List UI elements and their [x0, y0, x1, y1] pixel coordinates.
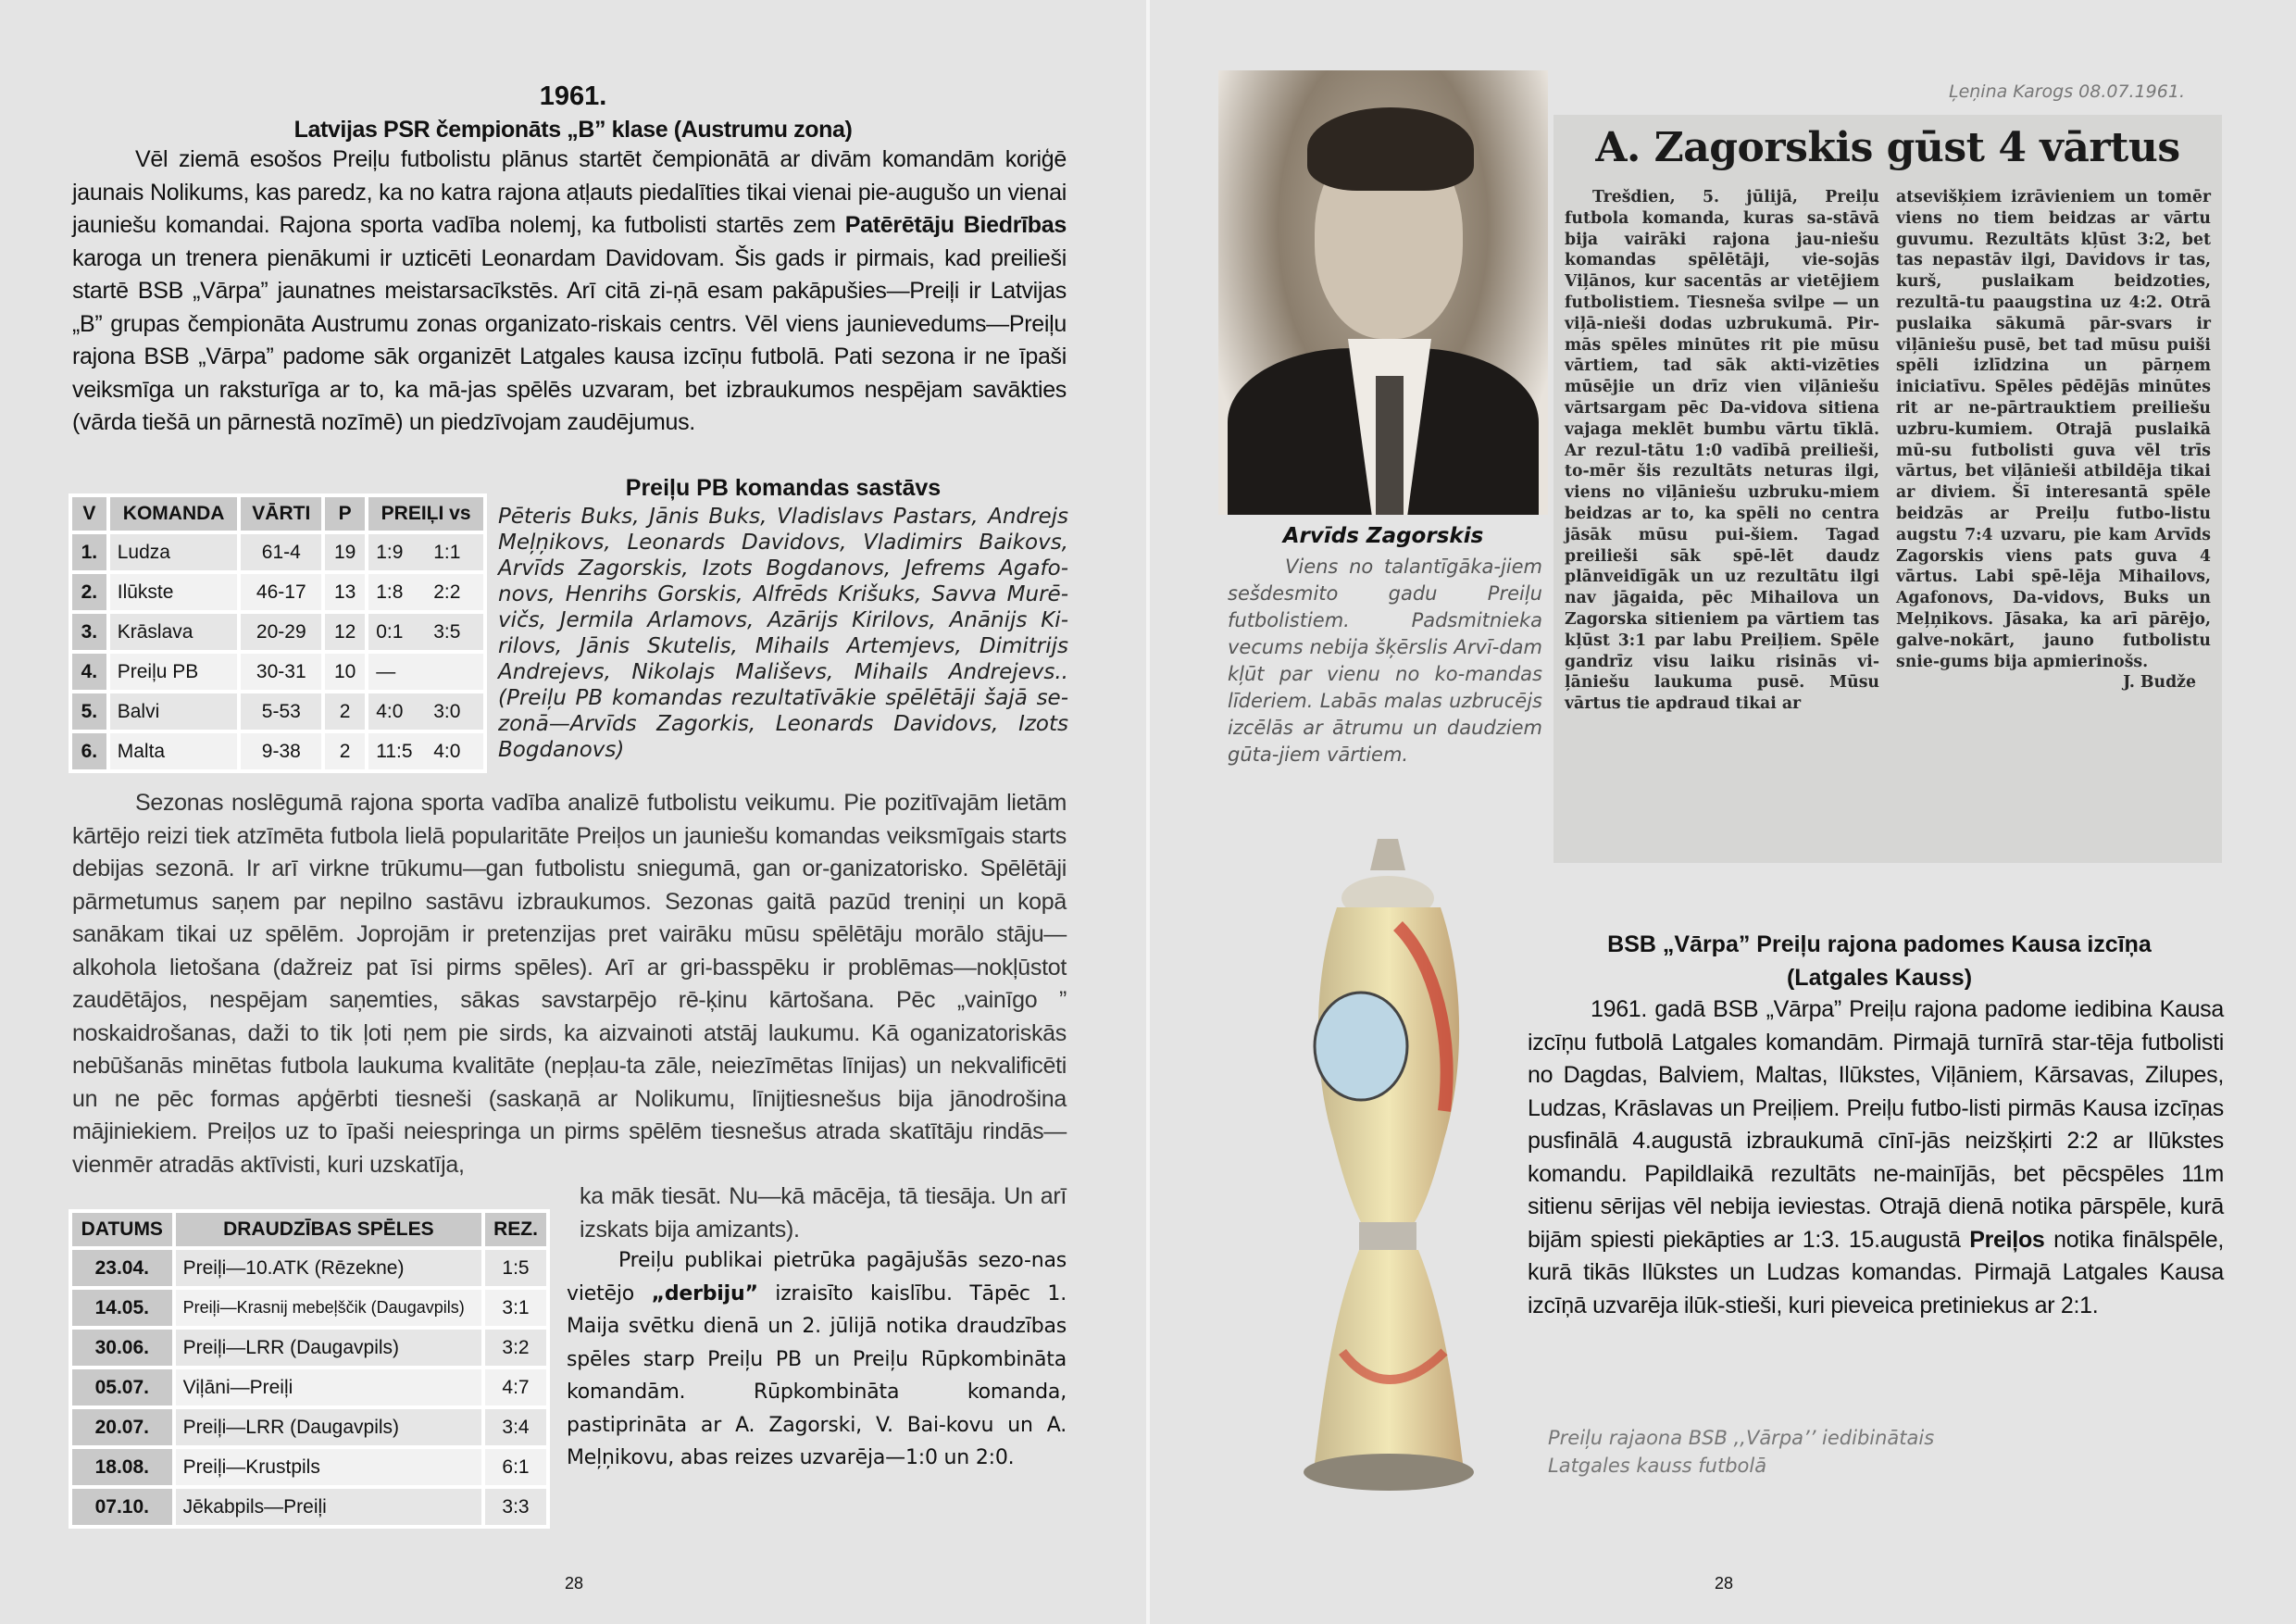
newspaper-column-2	[1896, 187, 2211, 693]
season-paragraph-tail: ka māk tiesāt. Nu—kā mācēja, tā tiesāja. Un arī izskats bija amizants).	[580, 1183, 1067, 1243]
cup-title-line-2: (Latgales Kauss)	[1786, 965, 1973, 991]
photo-caption-title: Arvīds Zagorskis	[1282, 524, 1484, 548]
points-cell: 12	[325, 614, 365, 650]
vs-cell	[368, 574, 483, 610]
standings-row	[72, 574, 483, 610]
roster-text: Pēteris Buks, Jānis Buks, Vladislavs Pastars, Andrejs Meļņikovs, Leonards Davidovs, Vladimirs Baikovs, Arvīds Zagorskis, Izots Bogdanovs, Jefrems Agafo-novs, Henrihs Gorskis, Alfrēds Krišuks, Savva Murē-vičs, Jermila Arlamovs, Azārijs Kirilovs, Anānijs Ki-rilovs, Jānis Skutelis, Mihails Artemjevs, Dimitrijs Andrejevs, Nikolajs Mališevs, Mihails Andrejevs.. (Preiļu PB komandas rezultatīvākie spēlētāji šajā se-zonā—Arvīds Zagorkis, Leonards Davidovs, Izots Bogdanovs)	[498, 505, 1068, 762]
intro-text-2: karoga un trenera pienākumi ir uzticēti Leonardam Davidovam. Šis gads ir pirmais, kad preilieši startē BSB „Vārpa” jaunatnes meistarsacīkstēs. Arī citā zi-ņā esam pakāpušies—Preiļi ir Latvijas „B” grupas čempionāta Austrumu zonas organizato-riskais centrs. Vēl viens jaunievedums—Preiļu rajona BSB „Vārpa” padome sāk organizēt Latgales kausa izcīņu futbolā. Pati sezona ir ne īpaši veiksmīga un raksturīga ar to, ka mā-jas spēlēs uzvaram, bet izbraukumos nespējam savākties (vārda tiešā un pārnestā nozīmē) un piedzīvojam zaudējumus.	[72, 244, 1067, 435]
col-header: DRAUDZĪBAS SPĒLES	[176, 1213, 481, 1246]
match-cell: Preiļi—Krustpils	[176, 1449, 481, 1485]
date-cell: 20.07.	[72, 1409, 172, 1445]
newspaper-signature: J. Budže	[2123, 673, 2196, 693]
standings-row	[72, 534, 483, 570]
vs-result-1: 1:8	[376, 581, 404, 603]
team-cell: Krāslava	[110, 614, 238, 650]
season-paragraph: Sezonas noslēgumā rajona sporta vadība analizē futbolistu veikumu. Pie pozitīvajām lietām kārtējo reizi tiek atzīmēta futbola lielā popularitāte Preiļos un jauniešu komandas veiksmīgais starts debijas sezonā. Ir arī virkne trūkumu—gan futbolistu sniegumā, gan or-ganizatorisko. Spēlētāji pārmetumus saņem par nepilno sastāvu izbraukumos. Sezonas gaitā pazūd treniņi un kopā sanākam tikai uz spēlēm. Joprojām ir pretenzijas pret vairāku mūsu spēlētāju morālo stāju—alkohola lietošana (dažreiz pat īsi pirms spēles). Arī ar gri-basspēku ir problēmas—nokļūstot zaudētājos, nespējam saņemties, sākas savstarpējo rē-ķinu kārtošana. Pēc „vainīgo ” noskaidrošanas, daži to tik ļoti ņem pie sirds, ka aizvainoti atstāj laukumu. Kā oganizatoriskās nebūšanās minētas futbola laukuma kvalitāte (nepļau-ta zāle, neiezīmētas līnijas) un nekvalificēti un ne pēc formas apģērbti tiesneši (saskaņā ar Nolikumu, līnijtiesnešus bija jānodrošina mājiniekiem. Preiļos uz to īpaši neiespringa un pirms spēlēm tiesnešus atrada skatītāju rindās—vienmēr atradās aktīvisti, kuri uzskatīja,	[72, 790, 1067, 1178]
photo-tie	[1376, 376, 1404, 515]
date-cell: 14.05.	[72, 1290, 172, 1326]
page-number-right: 28	[1714, 1574, 1734, 1593]
derby-paragraph	[567, 1244, 1067, 1475]
trophy-footballer-medallion	[1315, 993, 1407, 1100]
goals-cell: 61-4	[241, 534, 321, 570]
cup-section-title	[1518, 928, 2240, 994]
friendly-matches-table	[69, 1209, 550, 1529]
match-cell: Preiļi—LRR (Daugavpils)	[176, 1330, 481, 1366]
friendly-header-row	[72, 1213, 546, 1246]
result-cell: 6:1	[485, 1449, 546, 1485]
vs-result-1: —	[376, 660, 396, 682]
trophy-caption	[1548, 1424, 2029, 1480]
match-cell: Jēkabpils—Preiļi	[176, 1489, 481, 1525]
goals-cell: 20-29	[241, 614, 321, 650]
match-cell: Viļāni—Preiļi	[176, 1369, 481, 1405]
standings-header-row	[72, 497, 483, 531]
newspaper-source: Ļeņina Karogs 08.07.1961.	[1948, 81, 2185, 102]
date-cell: 07.10.	[72, 1489, 172, 1525]
points-cell: 13	[325, 574, 365, 610]
trophy-stem	[1359, 1222, 1416, 1250]
team-cell: Ludza	[110, 534, 238, 570]
intro-bold: Patērētāju Biedrības	[844, 212, 1067, 238]
vs-cell	[368, 733, 483, 769]
trophy-caption-line-1: Preiļu rajaona BSB ,,Vārpa’’ iedibinātais	[1548, 1427, 1935, 1449]
result-cell: 3:3	[485, 1489, 546, 1525]
goals-cell: 9-38	[241, 733, 321, 769]
photo-caption-text: Viens no talantīgāka-jiem sešdesmito gadu Preiļu futbolistiem. Padsmitnieka vecums nebija šķērslis Arvī-dam kļūt par vienu no ko-mandas līderiem. Labās malas uzbrucējs izcēlās ar ātrumu un daudziem gūta-jiem vārtiem.	[1228, 556, 1542, 766]
trophy-foot	[1304, 1454, 1474, 1491]
team-cell: Balvi	[110, 693, 238, 730]
vs-result-1: 1:9	[376, 541, 404, 563]
latgale-cup-trophy-image	[1259, 833, 1518, 1546]
goals-cell: 5-53	[241, 693, 321, 730]
friendly-row	[72, 1250, 546, 1286]
date-cell: 30.06.	[72, 1330, 172, 1366]
position-cell: 4.	[72, 654, 106, 690]
standings-row	[72, 654, 483, 690]
col-header: VĀRTI	[241, 497, 321, 531]
left-page	[0, 0, 1146, 1624]
vs-result-1: 11:5	[376, 740, 413, 762]
year-heading: 1961.	[539, 81, 607, 111]
cup-bold: Preiļos	[1969, 1226, 2045, 1253]
result-cell: 1:5	[485, 1250, 546, 1286]
goals-cell: 30-31	[241, 654, 321, 690]
points-cell: 2	[325, 733, 365, 769]
derby-text-1: Preiļu publikai pietrūka pagājušās sezo-nas vietējo	[567, 1249, 1067, 1305]
points-cell: 2	[325, 693, 365, 730]
friendly-row	[72, 1449, 546, 1485]
roster-title: Preiļu PB komandas sastāvs	[625, 475, 942, 501]
col-header: P	[325, 497, 365, 531]
standings-row	[72, 733, 483, 769]
trophy-caption-line-2: Latgales kauss futbolā	[1548, 1455, 1767, 1477]
vs-result-2: 2:2	[433, 581, 461, 603]
vs-cell	[368, 693, 483, 730]
trophy-finial	[1370, 839, 1405, 870]
newspaper-clipping	[1554, 115, 2222, 863]
vs-cell	[368, 614, 483, 650]
championship-subheading: Latvijas PSR čempionāts „B” klase (Austrumu zona)	[293, 117, 853, 143]
derby-bold: „derbiju”	[651, 1281, 758, 1305]
cup-title-line-1: BSB „Vārpa” Preiļu rajona padomes Kausa izcīņa	[1607, 931, 2152, 957]
cup-paragraph	[1528, 993, 2224, 1322]
date-cell: 18.08.	[72, 1449, 172, 1485]
newspaper-column-2-text: atsevišķiem izrāvieniem un tomēr viens no tiem beidzas ar vārtu guvumu. Rezultāts kļūst 3:2, bet tas nepastāv ilgi, Davidovs ir tas, kurš, puslaikam beidzoties, rezultā-tu paaugstina uz 4:2. Otrā puslaika sākumā pār-svars ir viļāniešu pusē, bet tad mūsu puiši spēli izlīdzina un pārņem iniciatīvu. Spēles pēdējās minūtes rit ar ne-pārtrauktiem preiliešu uzbru-kumiem. Otrajā puslaikā mū-su futbolisti guva vēl trīs vārtus, bet viļānieši atbildēja tikai ar diviem. Šī interesantā spēle beidzās ar Preiļu futbo-listu augstu 7:4 uzvaru, pie kam Arvīds Zagorskis viens pats guva 4 vārtus. Labi spē-lēja Mihailovs, Agafonovs, Da-vidovs, Buks un Meļņikovs. Jāsaka, ka arī pārējo, galve-nokārt, jauno futbolistu snie-gums bija apmierinošs.	[1896, 188, 2211, 671]
col-header: REZ.	[485, 1213, 546, 1246]
vs-result-2: 4:0	[433, 740, 461, 762]
col-header: V	[72, 497, 106, 531]
standings-row	[72, 693, 483, 730]
result-cell: 4:7	[485, 1369, 546, 1405]
col-header: DATUMS	[72, 1213, 172, 1246]
intro-text-1: Vēl ziemā esošos Preiļu futbolistu plānus startēt čempionātā ar divām komandām koriģē jaunais Nolikums, kas paredz, ka no katra rajona atļauts piedalīties tikai vienai pie-augušo un vienai jauniešu komandai. Rajona sporta vadība nolemj, ka futbolisti startēs zem	[72, 146, 1067, 238]
cup-text-1: 1961. gadā BSB „Vārpa” Preiļu rajona padome iedibina Kausa izcīņu futbolā Latgales komandām. Pirmajā turnīrā star-tēja futbolisti no Dagdas, Balviem, Maltas, Ilūkstes, Viļāniem, Kārsavas, Zilupes, Ludzas, Krāslavas un Preiļiem. Preiļu futbo-listi pirmās Kausa izcīņas pusfinālā 4.augustā izbraukumā cīnī-jās neizšķirti 2:2 ar Ilūkstes komandu. Papildlaikā rezultāts ne-mainījās, bet pēcspēles 11m sitienu sērijas vēl nebija ieviestas. Otrajā dienā notika pārspēle, kurā bijām spiesti piekāpties ar 1:3. 15.augustā	[1528, 996, 2224, 1253]
result-cell: 3:1	[485, 1290, 546, 1326]
position-cell: 2.	[72, 574, 106, 610]
intro-paragraph	[72, 144, 1067, 440]
friendly-row	[72, 1330, 546, 1366]
photo-hair	[1307, 107, 1474, 191]
position-cell: 5.	[72, 693, 106, 730]
date-cell: 05.07.	[72, 1369, 172, 1405]
cup-text-2: notika finālspēle, kurā tikās Ilūkstes un Ludzas komandas. Pirmajā Latgales Kausa izcīņā uzvarēja ilūk-stieši, kuri pieveica pretiniekus ar 2:1.	[1528, 1226, 2224, 1318]
vs-cell	[368, 654, 483, 690]
match-cell: Preiļi—10.ATK (Rēzekne)	[176, 1250, 481, 1286]
derby-text-2: izraisīto kaislību. Tāpēc 1. Maija svētku dienā un 2. jūlijā notika draudzības spēles starp Preiļu PB un Preiļu Rūpkombināta komandām. Rūpkombināta komanda, pastiprināta ar A. Zagorski, V. Bai-kovu un A. Meļņikovu, abas reizes uzvarēja—1:0 un 2:0.	[567, 1281, 1067, 1469]
portrait-photo	[1218, 70, 1548, 515]
vs-result-2: 1:1	[433, 541, 461, 563]
result-cell: 3:4	[485, 1409, 546, 1445]
friendly-row	[72, 1489, 546, 1525]
match-cell: Preiļi—LRR (Daugavpils)	[176, 1409, 481, 1445]
points-cell: 10	[325, 654, 365, 690]
team-cell: Ilūkste	[110, 574, 238, 610]
newspaper-column-1: Trešdien, 5. jūlijā, Preiļu futbola komanda, kuras sa-stāvā bija vairāki rajona jau-niešu komandas spēlētāji, vie-sojās Viļānos, kur sacentās ar vietējiem futbolistiem. Tiesneša svilpe — un viļā-nieši dodas uzbrukumā. Pir-mās spēles minūtes rit pie mūsu vārtiem, tad sāk akti-vizēties mūsējie un drīz vien viļāniešu vārtsargam pēc Da-vidova sitiena vajaga meklēt bumbu vārtu tīklā. Ar rezul-tātu 1:0 vadībā preilieši, to-mēr šis rezultāts neturas ilgi, viens no viļāniešu uzbruku-miem beidzas ar to, ka spēli no centra jāsāk mūsu pui-šiem. Tagad preilieši sāk spē-lēt daudz plānveidīgāk un uz rezultātu ilgi nav jāgaida, pēc Mihailova un Zagorska sitieniem pa vārtiem tas kļūst 3:1 par labu Preiļiem. Spēle gandrīz visu laiku risinās vi-ļāniešu laukuma pusē. Mūsu vārtus tie apdraud tikai ar	[1565, 188, 1879, 714]
friendly-row	[72, 1409, 546, 1445]
points-cell: 19	[325, 534, 365, 570]
position-cell: 1.	[72, 534, 106, 570]
team-cell: Malta	[110, 733, 238, 769]
vs-result-2: 3:0	[433, 700, 461, 722]
friendly-row	[72, 1290, 546, 1326]
col-header: PREIĻI vs	[368, 497, 483, 531]
standings-table	[69, 493, 487, 773]
friendly-row	[72, 1369, 546, 1405]
page-number: 28	[564, 1574, 584, 1593]
date-cell: 23.04.	[72, 1250, 172, 1286]
vs-result-2: 3:5	[433, 620, 461, 643]
position-cell: 6.	[72, 733, 106, 769]
col-header: KOMANDA	[110, 497, 238, 531]
vs-cell	[368, 534, 483, 570]
position-cell: 3.	[72, 614, 106, 650]
vs-result-1: 4:0	[376, 700, 404, 722]
standings-row	[72, 614, 483, 650]
result-cell: 3:2	[485, 1330, 546, 1366]
team-cell: Preiļu PB	[110, 654, 238, 690]
goals-cell: 46-17	[241, 574, 321, 610]
newspaper-headline: A. Zagorskis gūst 4 vārtus	[1595, 124, 2180, 171]
match-cell: Preiļi—Krasnij mebeļščik (Daugavpils)	[176, 1290, 481, 1326]
vs-result-1: 0:1	[376, 620, 404, 643]
